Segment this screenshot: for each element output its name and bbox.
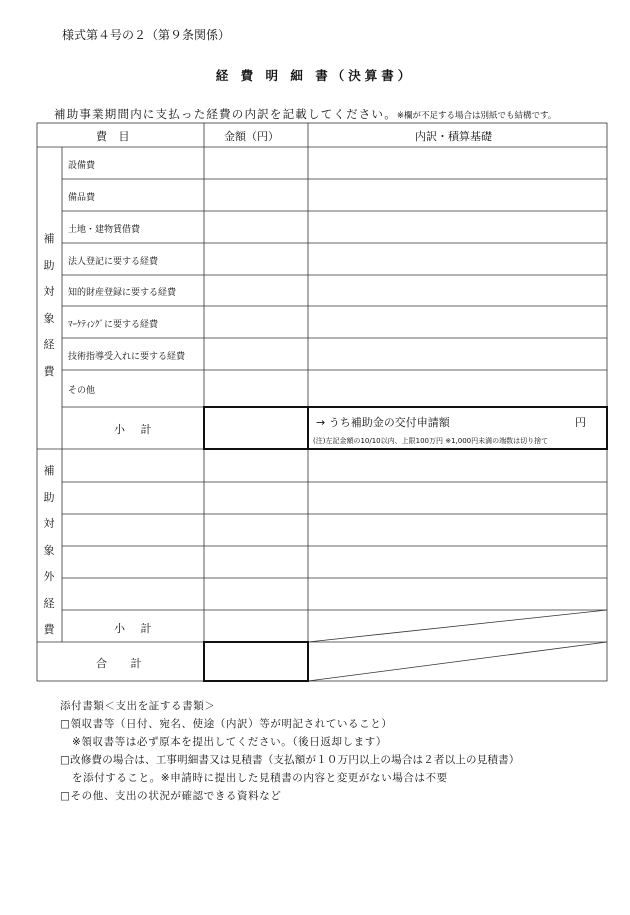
attachment-item: □改修費の場合は、工事明細書又は見積書（支払額が１０万円以上の場合は２者以上の見積書） — [60, 754, 520, 766]
header-amount-column: 金額（円） — [224, 130, 279, 143]
ineligible-label-char: 外 — [43, 570, 55, 583]
intro-main: 補助事業期間内に支払った経費の内訳を記載してください。 — [54, 107, 397, 121]
yen-unit: 円 — [575, 416, 586, 429]
ineligible-label-char: 補 — [43, 464, 55, 477]
ineligible-label-char: 助 — [43, 490, 55, 504]
eligible-label-char: 費 — [43, 364, 55, 378]
attachments-heading: 添付書類＜支出を証する書類＞ — [60, 700, 216, 712]
subsidy-note: (注)左記金額の10/10以内、上限100万円 ※1,000円未満の端数は切り捨て — [313, 437, 549, 445]
header-item-column: 費 目 — [96, 130, 134, 143]
ineligible-label-char: 経 — [43, 596, 55, 610]
item-marketing: ﾏｰｹﾃｨﾝｸﾞに要する経費 — [68, 320, 159, 330]
eligible-label-char: 助 — [43, 258, 55, 272]
form-number: 様式第４号の２（第９条関係） — [62, 28, 231, 42]
page-title: 経 費 明 細 書（決算書） — [215, 68, 415, 83]
total-amount-box — [204, 642, 308, 681]
ineligible-label-char: 費 — [43, 623, 55, 636]
ineligible-label-char: 象 — [43, 543, 55, 557]
attachment-item: を添付すること。※申請時に提出した見積書の内容と変更がない場合は不要 — [72, 772, 448, 784]
attachment-item: □その他、支出の状況が確認できる資料など — [60, 790, 282, 802]
subtotal-amount-box — [204, 407, 308, 449]
item-fixtures: 備品費 — [68, 193, 96, 203]
eligible-label-char: 対 — [43, 285, 55, 298]
eligible-subtotal-label: 小 計 — [114, 423, 158, 436]
item-corporate-registration: 法人登記に要する経費 — [68, 257, 159, 267]
item-ip-registration: 知的財産登録に要する経費 — [68, 288, 177, 298]
intro-note: ※欄が不足する場合は別紙でも結構です。 — [396, 111, 557, 121]
eligible-label-char: 経 — [43, 338, 55, 351]
ineligible-subtotal-label: 小 計 — [114, 622, 158, 635]
item-other: その他 — [68, 386, 96, 396]
item-technical-guidance: 技術指導受入れに要する経費 — [68, 352, 186, 362]
eligible-label-char: 補 — [43, 232, 55, 245]
eligible-label-char: 象 — [43, 311, 55, 325]
ineligible-expense-label — [39, 458, 59, 644]
attachment-item: ※領収書等は必ず原本を提出してください。（後日返却します） — [72, 736, 387, 748]
item-equipment: 設備費 — [68, 161, 96, 171]
ineligible-label-char: 対 — [43, 517, 55, 530]
item-land-building-rent: 土地・建物賃借費 — [68, 225, 141, 235]
diagonal-line-subtotal — [308, 610, 607, 642]
header-breakdown-column: 内訳・積算基礎 — [415, 130, 492, 143]
total-label: 合 計 — [96, 657, 152, 670]
eligible-expense-label — [39, 226, 59, 385]
diagonal-line-total — [308, 642, 607, 681]
table-border — [37, 123, 607, 681]
subsidy-request-label: → うち補助金の交付申請額 — [316, 416, 450, 429]
attachment-item: □領収書等（日付、宛名、使途（内訳）等が明記されていること） — [60, 718, 393, 730]
